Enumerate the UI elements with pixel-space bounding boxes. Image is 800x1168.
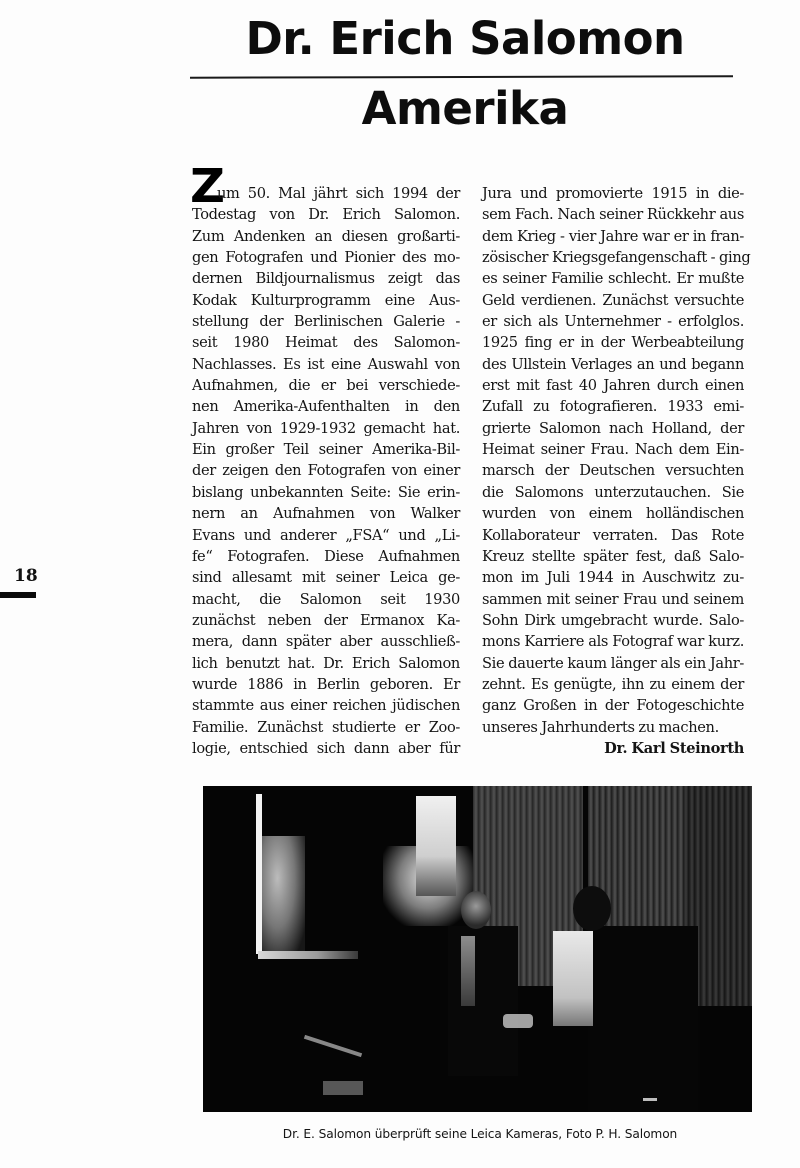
text-line: es seiner Familie schlecht. Er mußte — [482, 270, 744, 288]
photo-person-left-shirt — [461, 936, 475, 1006]
text-line: er sich als Unternehmer - erfolglos. — [482, 313, 744, 331]
photo-person-right-shirt — [553, 931, 593, 1026]
photo-hands-camera — [503, 1014, 533, 1028]
text-line: Kodak Kulturprogramm eine Aus- — [192, 291, 460, 309]
photo-person-right-head — [573, 886, 611, 931]
text-line: wurden von einem holländischen — [482, 505, 744, 523]
text-line: macht, die Salomon seit 1930 — [192, 590, 460, 608]
drop-cap: Z — [190, 159, 226, 213]
photo-floor-glint — [643, 1098, 657, 1101]
text-line: marsch der Deutschen versuchten — [482, 462, 744, 480]
text-line: wurde 1886 in Berlin geboren. Er — [192, 675, 460, 693]
text-line: Aufnahmen, die er bei verschiede- — [192, 377, 460, 395]
text-line: 1925 fing er in der Werbeabteilung — [482, 334, 744, 352]
photo-person-right — [588, 926, 698, 1112]
text-line: Evans und anderer „FSA“ und „Li- — [192, 526, 460, 544]
photo-caption: Dr. E. Salomon überprüft seine Leica Kameras, Foto P. H. Salomon — [282, 1127, 678, 1141]
text-line: mon im Juli 1944 in Auschwitz zu- — [482, 569, 744, 587]
text-line: Familie. Zunächst studierte er Zoo- — [192, 718, 460, 736]
text-line: um 50. Mal jährt sich 1994 der — [217, 185, 460, 202]
text-line: Sohn Dirk umgebracht wurde. Salo- — [482, 611, 744, 629]
text-line: stellung der Berlinischen Galerie - — [192, 313, 460, 331]
text-line: zehnt. Es genügte, ihn zu einem der — [482, 675, 744, 693]
text-line: sem Fach. Nach seiner Rückkehr aus — [482, 206, 744, 224]
article-title: Dr. Erich Salomon — [245, 12, 685, 65]
article-column-right — [482, 183, 751, 759]
text-line: Nachlasses. Es ist eine Auswahl von — [192, 355, 460, 373]
text-line: des Ullstein Verlages an und begann — [482, 355, 744, 373]
title-divider — [190, 75, 733, 78]
photo-chair — [323, 1081, 363, 1095]
text-line: Sie dauerte kaum länger als ein Jahr- — [482, 654, 744, 672]
text-line: Geld verdienen. Zunächst versuchte — [482, 291, 744, 309]
photo-person-left-head — [461, 891, 491, 929]
article-subtitle: Amerika — [361, 82, 569, 135]
text-line: lich benutzt hat. Dr. Erich Salomon — [192, 654, 460, 672]
text-line: Ein großer Teil seiner Amerika-Bil- — [192, 441, 460, 459]
article-photo — [203, 786, 752, 1112]
photo-person-left — [448, 926, 518, 1076]
text-line: seit 1980 Heimat des Salomon- — [192, 334, 460, 352]
text-line: mera, dann später aber ausschließ- — [192, 633, 460, 651]
page-number: 18 — [14, 566, 38, 586]
text-line: Heimat seiner Frau. Nach dem Ein- — [482, 441, 744, 459]
text-line: bislang unbekannten Seite: Sie erin- — [192, 483, 460, 501]
text-line: sind allesamt mit seiner Leica ge- — [192, 569, 460, 587]
text-line: Zufall zu fotografieren. 1933 emi- — [482, 398, 744, 416]
article-column-left — [192, 183, 460, 759]
photo-window-sill — [258, 951, 358, 959]
photo-chair — [304, 1035, 362, 1057]
text-line: fe“ Fotografen. Diese Aufnahmen — [192, 547, 460, 565]
text-line: dernen Bildjournalismus zeigt das — [192, 270, 460, 288]
photo-window-frame — [256, 794, 262, 954]
text-line: erst mit fast 40 Jahren durch einen — [482, 377, 744, 395]
text-line: nen Amerika-Aufenthalten in den — [192, 398, 460, 416]
text-line: zösischer Kriegsgefangenschaft - ging — [482, 249, 751, 267]
text-line: grierte Salomon nach Holland, der — [482, 419, 744, 437]
author-byline: Dr. Karl Steinorth — [604, 739, 744, 757]
photo-window-mid — [416, 796, 456, 896]
text-line: zunächst neben der Ermanox Ka- — [192, 611, 460, 629]
text-line: der zeigen den Fotografen von einer — [192, 462, 460, 480]
text-line: Kreuz stellte später fest, daß Salo- — [482, 547, 744, 565]
text-line: ganz Großen in der Fotogeschichte — [482, 697, 744, 715]
text-line: unseres Jahrhunderts zu machen. — [482, 718, 719, 736]
text-line: nern an Aufnahmen von Walker — [192, 505, 460, 523]
page-marker-bar — [0, 592, 36, 598]
text-line: Todestag von Dr. Erich Salomon. — [192, 206, 460, 224]
photo-window-left-glow — [259, 836, 305, 956]
text-line: mons Karriere als Fotograf war kurz. — [482, 633, 744, 651]
text-line: Jahren von 1929-1932 gemacht hat. — [192, 419, 460, 437]
text-line: Zum Andenken an diesen großarti- — [192, 227, 460, 245]
text-line: sammen mit seiner Frau und seinem — [482, 590, 744, 608]
text-line: Kollaborateur verraten. Das Rote — [482, 526, 744, 544]
text-line: gen Fotografen und Pionier des mo- — [192, 249, 460, 267]
text-line: die Salomons unterzutauchen. Sie — [482, 483, 744, 501]
text-line: stammte aus einer reichen jüdischen — [192, 697, 460, 715]
text-line: logie, entschied sich dann aber für — [192, 739, 460, 757]
text-line: dem Krieg - vier Jahre war er in fran- — [482, 227, 744, 245]
text-line: Jura und promovierte 1915 in die- — [482, 185, 744, 202]
